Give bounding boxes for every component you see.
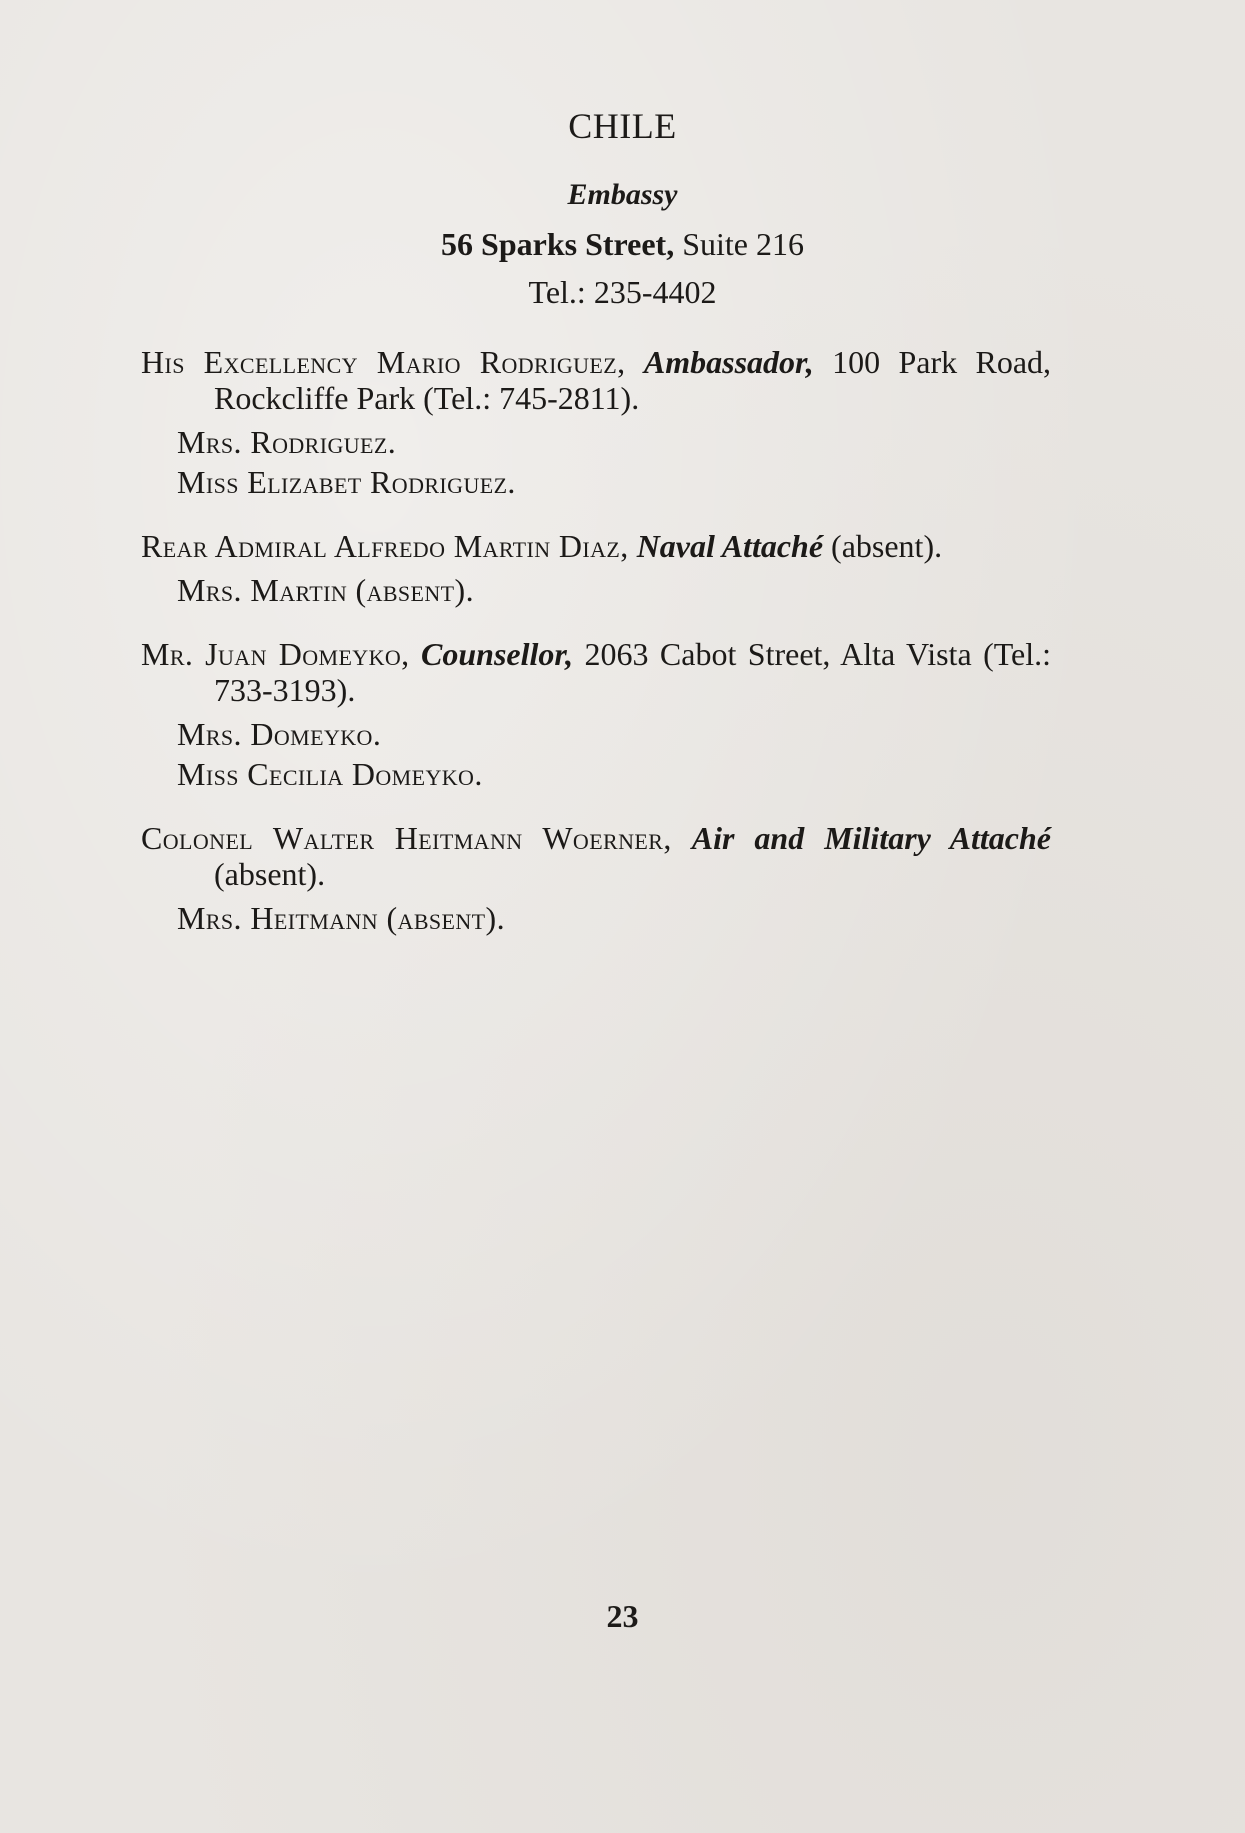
dependent-line: Miss Cecilia Domeyko. xyxy=(177,756,483,792)
country-heading: CHILE xyxy=(568,106,677,146)
staff-details: (absent). xyxy=(831,528,943,564)
staff-title: Naval Attaché xyxy=(636,528,824,564)
staff-entry xyxy=(141,344,1051,502)
mission-type: Embassy xyxy=(567,178,678,211)
staff-list xyxy=(141,344,1051,964)
staff-entry xyxy=(141,636,1051,794)
staff-details: 2063 Cabot Street, Alta Vista (Tel.: 733-3193). xyxy=(214,636,1052,708)
dependent-line: Mrs. Heitmann (absent). xyxy=(177,900,505,936)
dependent-line: Mrs. Domeyko. xyxy=(177,716,382,752)
staff-title: Air and Military Attaché xyxy=(691,820,1051,856)
staff-entry-heading xyxy=(141,636,1051,708)
staff-entry-heading xyxy=(141,344,1051,416)
dependent-line: Miss Elizabet Rodriguez. xyxy=(177,464,516,500)
staff-name: Rear Admiral Alfredo Martin Diaz, xyxy=(141,528,629,564)
staff-entry-heading xyxy=(141,820,1051,892)
staff-name: His Excellency Mario Rodriguez, xyxy=(141,344,626,380)
mission-address xyxy=(0,226,1245,263)
address-suite: Suite 216 xyxy=(674,226,804,262)
dependent-line: Mrs. Rodriguez. xyxy=(177,424,397,460)
staff-title: Counsellor, xyxy=(421,636,574,672)
staff-details: 100 Park Road, Rockcliffe Park (Tel.: 745-2811). xyxy=(214,344,1052,416)
staff-name: Colonel Walter Heitmann Woerner, xyxy=(141,820,672,856)
staff-details: (absent). xyxy=(214,856,326,892)
staff-entry xyxy=(141,528,1051,610)
address-street: 56 Sparks Street, xyxy=(441,226,675,262)
staff-entry-heading xyxy=(141,528,1051,564)
staff-title: Ambassador, xyxy=(643,344,814,380)
staff-entry xyxy=(141,820,1051,938)
dependent-line: Mrs. Martin (absent). xyxy=(177,572,474,608)
page-number: 23 xyxy=(606,1598,639,1634)
mission-telephone: Tel.: 235-4402 xyxy=(528,274,717,310)
staff-name: Mr. Juan Domeyko, xyxy=(141,636,410,672)
